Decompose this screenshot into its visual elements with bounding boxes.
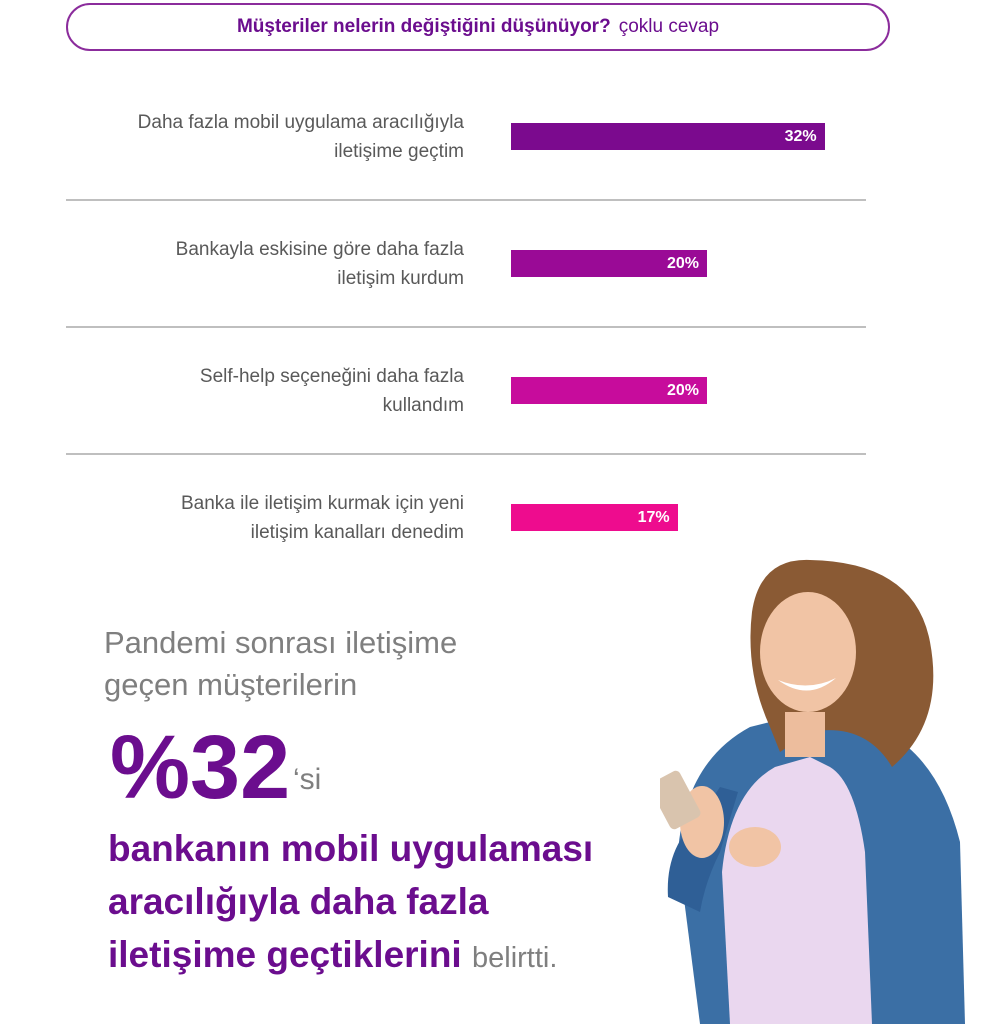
callout-big-number: %32 [110, 718, 291, 818]
bar-category-label [44, 235, 464, 293]
bar-category-label-line: iletişim kurdum [337, 268, 464, 289]
bar-category-label-line: Self-help seçeneğini daha fazla [199, 366, 464, 387]
bar-value-label: 17% [637, 509, 670, 526]
survey-question-header [66, 3, 890, 51]
row-divider [66, 453, 866, 455]
row-divider [66, 326, 866, 328]
bar-category-label-line: Bankayla eskisine göre daha fazla [175, 239, 464, 260]
callout-intro-line-2: geçen müşterilerin [104, 667, 358, 702]
bar [511, 250, 707, 277]
bar-category-label-line: kullandım [382, 395, 464, 416]
bar-category-label-line: Daha fazla mobil uygulama aracılığıyla [137, 112, 464, 133]
callout-statement-tail: belirtti. [472, 942, 558, 974]
bar-value-label: 20% [666, 382, 699, 399]
bar-value-label: 32% [784, 128, 817, 145]
callout-statement-line-3-text: iletişime geçtiklerini [108, 934, 462, 975]
survey-question-note: çoklu cevap [618, 16, 720, 37]
bar-category-label-line: Banka ile iletişim kurmak için yeni [181, 493, 464, 514]
survey-question: Müşteriler nelerin değiştiğini düşünüyor? [236, 16, 611, 37]
callout-statement-line-2: aracılığıyla daha fazla [108, 881, 489, 922]
bar [511, 377, 707, 404]
bar [511, 504, 678, 531]
bar-category-label [44, 489, 464, 547]
callout-statement-line-1: bankanın mobil uygulaması [108, 828, 594, 869]
callout-statement-line-3 [108, 928, 708, 985]
bar-category-label [44, 108, 464, 166]
bar-category-label [44, 362, 464, 420]
bar-category-label-line: iletişim kanalları denedim [250, 522, 464, 543]
row-divider [66, 199, 866, 201]
callout-intro-line-1: Pandemi sonrası iletişime [104, 625, 458, 660]
callout-suffix: ‘si [293, 763, 322, 796]
woman-with-phone-photo [660, 552, 970, 1024]
bar [511, 123, 825, 150]
callout-statement [108, 822, 708, 985]
callout-intro [104, 622, 457, 706]
bar-value-label: 20% [666, 255, 699, 272]
bar-category-label-line: iletişime geçtim [334, 141, 464, 162]
